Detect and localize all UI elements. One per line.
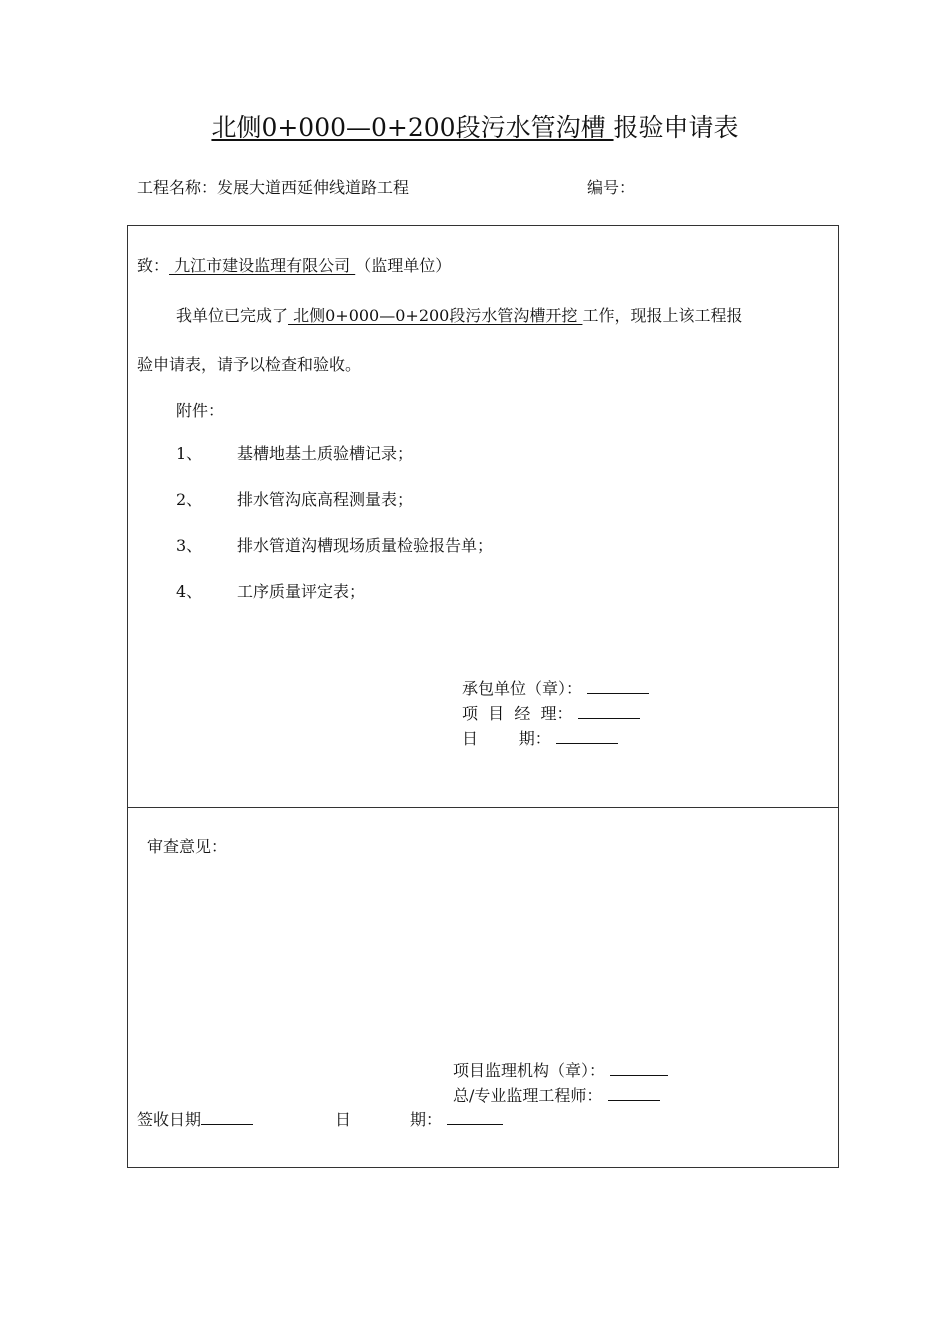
contractor-label: 承包单位（章）：	[462, 679, 583, 698]
review-date-label-a: 日	[335, 1110, 352, 1129]
receipt-blank[interactable]	[201, 1110, 253, 1125]
title-underlined: 北侧0+000—0+200段污水管沟槽	[211, 113, 614, 142]
contractor-blank[interactable]	[587, 679, 649, 694]
body-prefix: 我单位已完成了	[176, 306, 289, 325]
title-rest: 报验申请表	[613, 113, 739, 142]
project-name: 发展大道西延伸线道路工程	[217, 178, 410, 197]
page-title	[0, 108, 950, 144]
attachment-num: 4、	[176, 582, 203, 601]
body-work: 北侧0+000—0+200段污水管沟槽开挖	[288, 306, 583, 325]
attachment-text: 基槽地基土质验槽记录；	[237, 444, 414, 463]
org-label: 项目监理机构（章）：	[453, 1061, 606, 1080]
project-line	[137, 175, 409, 198]
attachment-num: 2、	[176, 490, 203, 509]
attachments-label: 附件：	[176, 401, 225, 420]
addressee-line	[137, 253, 451, 276]
project-label: 工程名称：	[137, 178, 218, 197]
attachment-text: 排水管沟底高程测量表；	[237, 490, 414, 509]
receipt-date-line	[137, 1107, 253, 1130]
contractor-line	[462, 676, 649, 699]
attachment-text: 排水管道沟槽现场质量检验报告单；	[237, 536, 494, 555]
section-divider	[127, 807, 839, 808]
attachment-num: 1、	[176, 444, 203, 463]
engineer-line	[453, 1083, 660, 1106]
body-line-2: 验申请表，请予以检查和验收。	[137, 355, 362, 374]
receipt-label: 签收日期	[137, 1110, 202, 1129]
manager-label: 项 目 经 理：	[462, 704, 573, 723]
to-company: 九江市建设监理有限公司	[169, 256, 356, 275]
engineer-blank[interactable]	[608, 1086, 660, 1101]
review-date-label-b: 期：	[410, 1110, 443, 1129]
attachment-num: 3、	[176, 536, 203, 555]
org-blank[interactable]	[610, 1061, 668, 1076]
date-label: 日 期：	[462, 729, 551, 748]
to-suffix: （监理单位）	[355, 256, 452, 275]
number-label: 编号：	[587, 178, 636, 197]
review-date-blank[interactable]	[447, 1110, 503, 1125]
date-blank[interactable]	[556, 729, 618, 744]
body-line-1	[176, 303, 742, 326]
body-suffix: 工作，现报上该工程报	[582, 306, 743, 325]
attachment-text: 工序质量评定表；	[237, 582, 366, 601]
to-label: 致：	[137, 256, 170, 275]
review-date-line	[410, 1107, 503, 1130]
date-line	[462, 726, 618, 749]
engineer-label: 总/专业监理工程师：	[453, 1086, 603, 1105]
review-opinion-label: 审查意见：	[147, 837, 228, 856]
manager-line	[462, 701, 640, 724]
supervision-org-line	[453, 1058, 668, 1081]
manager-blank[interactable]	[578, 704, 640, 719]
